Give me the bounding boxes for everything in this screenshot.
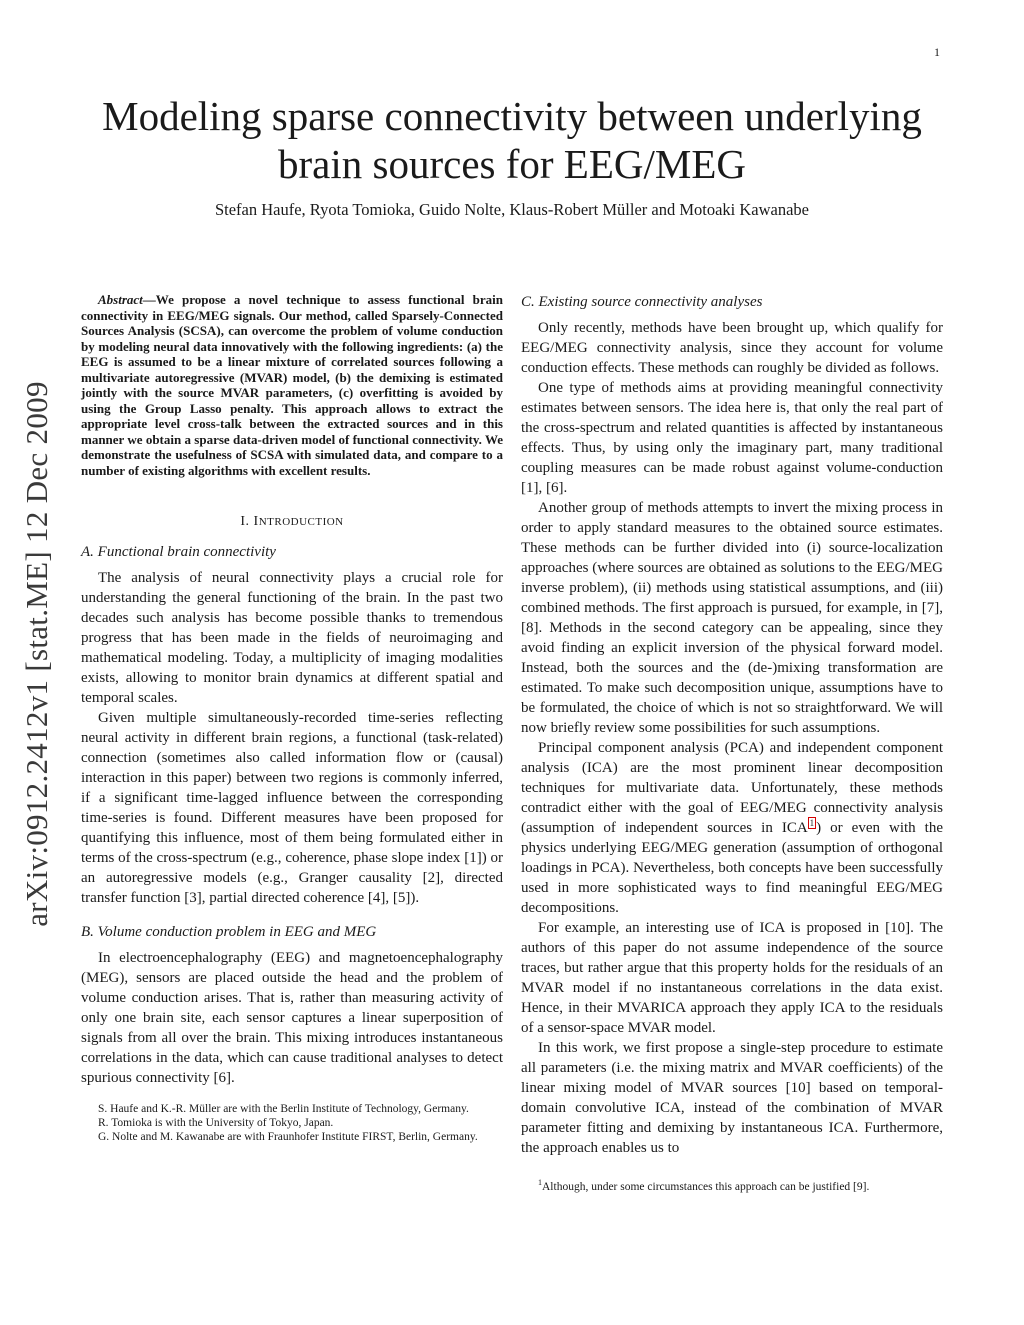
section-heading-introduction: I. INTRODUCTION (240, 514, 344, 529)
subsection-title-functional-connectivity: A. Functional brain connectivity (81, 544, 276, 560)
abstract-text: We propose a novel technique to assess functional brain connectivity in EEG/MEG signals. Our method, called Sparsely-Connected Sources Analysis (SCSA), can overcome the problem of volume conduction by modeling neural data innovatively with the following ingredients: (a) the EEG is assumed to be a linear mixture of correlated sources following a multivariate autoregressive (MVAR) model, (b) the demixing is estimated jointly with the source MVAR parameters, (c) overfitting is avoided by using the Group Lasso penalty. This approach allows to extract the appropriate level cross-talk between the extracted sources and in this manner we obtain a sparse data-driven model of functional connectivity. We demonstrate the usefulness of SCSA with simulated data, and compare to a number of existing algorithms with excellent results. (81, 292, 503, 478)
paragraph: Principal component analysis (PCA) and independent component analysis (ICA) are the most prominent linear decomposition techniques for multivariate data. Unfortunately, these methods contradict either with the goal of EEG/MEG connectivity analysis (assumption of independent sources in ICA $^1$ ) or even with the physics underlying EEG/MEG generation (assumption of orthogonal loadings in PCA). Nevertheless, both concepts have been successfully used in more sophisticated ways to find meaningful EEG/MEG decompositions. (521, 740, 943, 916)
footnote (521, 1176, 943, 1194)
paragraph: In this work, we first propose a single-step procedure to estimate all parameters (i.e. the mixing matrix and MVAR coefficients) of the linear mixing model of MVAR sources [10] based on temporal-domain convolutive ICA, instead of the combination of MVAR parameter fitting and demixing by instantaneous ICA. Furthermore, the approach enables us to (521, 1040, 943, 1156)
right-column (521, 292, 943, 1194)
page-number: 1 (934, 45, 940, 59)
affiliation-note: S. Haufe and K.-R. Müller are with the Berlin Institute of Technology, Germany. (98, 1103, 469, 1115)
author-list: Stefan Haufe, Ryota Tomioka, Guido Nolte, Klaus-Robert Müller and Motoaki Kawanabe (214, 200, 810, 219)
section-numeral: I. (240, 514, 250, 529)
paragraph: One type of methods aims at providing meaningful connectivity estimates between sensors. The idea here is, that only the real part of the cross-spectrum and related quantities is affected by instantaneous effects. Thus, by using only the imaginary part, many traditional coupling measures can be made robust against volume-conduction [1], [6]. (521, 380, 943, 496)
paragraph: The analysis of neural connectivity plays a crucial role for understanding the general functioning of the brain. In the past two decades such analysis has become possible thanks to tremendous progress that has been made in the fields of neuroimaging and mathematical modeling. Today, a multiplicity of imaging modalities exists, allowing to monitor brain dynamics at different spatial and temporal scales. (81, 570, 503, 706)
footnote-link[interactable]: 1 (809, 818, 815, 828)
affiliation-footnotes (81, 1102, 503, 1144)
footnote-text: Although, under some circumstances this approach can be justified [9]. (542, 1180, 870, 1193)
abstract: Abstract—We propose a novel technique to assess functional brain connectivity in EEG/MEG signals. Our method, called Sparsely-Connected Sources Analysis (SCSA), can overcome the problem of volume conduction by modeling neural data innovatively with the following ingredients: (a) the EEG is assumed to be a linear mixture of correlated sources following a multivariate autoregressive (MVAR) model, (b) the demixing is estimated jointly with the source MVAR parameters, (c) overfitting is avoided by using the Group Lasso penalty. This approach allows to extract the appropriate level cross-talk between the extracted sources and in this manner we obtain a sparse data-driven model of functional connectivity. We demonstrate the usefulness of SCSA with simulated data, and compare to a number of existing algorithms with excellent results. (81, 292, 503, 478)
paragraph: Only recently, methods have been brought up, which qualify for EEG/MEG connectivity analysis, since they account for volume conduction effects. These methods can roughly be divided as follows. (521, 320, 943, 376)
subsection-title-volume-conduction: B. Volume conduction problem in EEG and MEG (81, 924, 377, 940)
affiliation-note: G. Nolte and M. Kawanabe are with Fraunhofer Institute FIRST, Berlin, Germany. (98, 1131, 478, 1143)
affiliation-note: R. Tomioka is with the University of Tokyo, Japan. (98, 1117, 334, 1129)
footnote-mark: 1 (538, 1178, 542, 1187)
paper-title: Modeling sparse connectivity between underlying brain sources for EEG/MEG (102, 93, 922, 187)
arxiv-sidebar-stamp: arXiv:0912.2412v1 [stat.ME] 12 Dec 2009 (19, 381, 54, 927)
left-column (81, 292, 503, 1144)
paragraph: Given multiple simultaneously-recorded time-series reflecting neural activity in different brain regions, a functional (task-related) connection (sometimes also called information flow or (causal) interaction in this paper) between two regions is commonly inferred, if a significant time-lagged influence between the corresponding time-series is found. Different measures have been proposed for quantifying this influence, most of them being formulated either in terms of the cross-spectrum (e.g., coherence, phase slope index [1]) or an autoregressive models (e.g., Granger causality [2], directed transfer function [3], partial directed coherence [4], [5]). (81, 710, 503, 906)
paragraph: In electroencephalography (EEG) and magnetoencephalography (MEG), sensors are placed outside the head and the problem of volume conduction arises. That is, rather than measuring activity of only one brain site, each sensor captures a linear superposition of signals from all over the brain. This mixing introduces instantaneous correlations in the data, which can cause traditional analyses to detect spurious connectivity [6]. (81, 950, 503, 1086)
subsection-title-existing-analyses: C. Existing source connectivity analyses (521, 294, 763, 310)
paragraph: For example, an interesting use of ICA is proposed in [10]. The authors of this paper do not assume independence of the source traces, but rather argue that this property holds for the residuals of an MVAR model if no instantaneous correlations in the data exist. Hence, in their MVARICA approach they apply ICA to the residuals of a sensor-space MVAR model. (521, 920, 943, 1036)
abstract-label: Abstract (98, 292, 143, 307)
paragraph: Another group of methods attempts to invert the mixing process in order to apply standard measures to the obtained source estimates. These methods can be further divided into (i) source-localization approaches (where sources are obtained as solutions to the EEG/MEG inverse problem), (ii) methods using statistical assumptions, and (iii) combined methods. The first approach is pursued, for example, in [7], [8]. Methods in the second category can be appealing, since they avoid finding an explicit inversion of the physical forward model. Instead, both the sources and the (de-)mixing transformation are estimated. To make such decomposition unique, assumptions have to be formulated, the choice of which is not so straightforward. We will now briefly review some possibilities for such assumptions. (521, 500, 943, 736)
